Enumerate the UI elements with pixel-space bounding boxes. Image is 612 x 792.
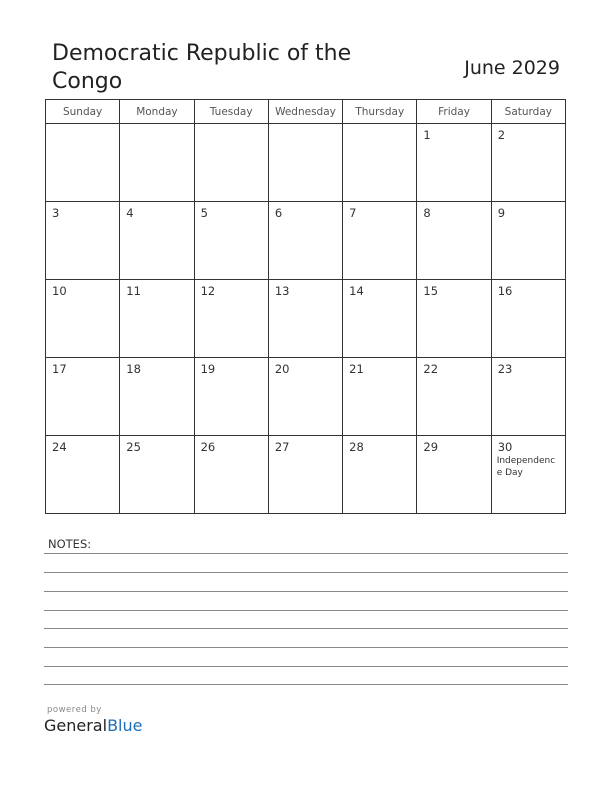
day-number: 1: [423, 128, 431, 142]
notes-line: [44, 610, 568, 611]
day-number: 30: [497, 440, 513, 454]
calendar-week-row: [46, 280, 566, 358]
day-number: 17: [52, 362, 67, 376]
day-number: 11: [126, 284, 141, 298]
day-number: 3: [52, 206, 60, 220]
day-number: 6: [274, 206, 283, 220]
notes-line: [44, 553, 568, 554]
calendar-grid: [45, 99, 566, 514]
calendar-week-row: [46, 436, 566, 514]
powered-by-text: powered by: [47, 705, 102, 715]
calendar-day-cell: [46, 358, 120, 436]
calendar-day-cell: [194, 358, 268, 436]
calendar-day-cell: [491, 202, 565, 280]
calendar-day-cell: [46, 124, 120, 202]
day-number: 25: [126, 440, 141, 454]
weekday-monday: Monday: [120, 100, 194, 124]
day-number: 22: [423, 362, 439, 376]
day-number: 18: [126, 362, 141, 376]
calendar-day-cell: [491, 436, 565, 514]
notes-line: [44, 684, 568, 685]
calendar-body: [46, 124, 566, 514]
notes-line: [44, 572, 568, 573]
brand-general-text: General: [44, 716, 108, 735]
calendar-day-cell: [343, 202, 417, 280]
day-number: 29: [423, 440, 439, 454]
calendar-day-cell: [417, 202, 491, 280]
day-number: [195, 124, 268, 128]
day-number: 21: [349, 362, 364, 376]
calendar-day-cell: [268, 124, 342, 202]
day-number: 15: [423, 284, 439, 298]
day-number: 8: [423, 206, 431, 220]
day-number: 23: [497, 362, 513, 376]
day-number: [269, 124, 342, 128]
calendar-title: Democratic Republic of the Congo: [52, 41, 352, 94]
day-number: 28: [349, 440, 364, 454]
calendar-day-cell: [417, 358, 491, 436]
notes-label: NOTES:: [48, 537, 92, 551]
calendar-day-cell: [120, 202, 194, 280]
day-number: 5: [200, 206, 208, 220]
calendar-month: June 2029: [464, 57, 560, 79]
calendar-day-cell: [194, 280, 268, 358]
calendar-day-cell: [417, 436, 491, 514]
notes-line: [44, 666, 568, 667]
calendar-day-cell: [417, 280, 491, 358]
calendar-week-row: [46, 202, 566, 280]
calendar-day-cell: [120, 280, 194, 358]
brand-blue-text: Blue: [107, 716, 143, 735]
calendar-day-cell: [268, 280, 342, 358]
calendar-day-cell: [46, 202, 120, 280]
notes-line: [44, 628, 568, 629]
weekday-header-row: [46, 100, 566, 124]
notes-line: [44, 647, 568, 648]
calendar-day-cell: [491, 358, 565, 436]
day-number: 24: [52, 440, 67, 454]
calendar-week-row: [46, 358, 566, 436]
calendar-day-cell: [343, 280, 417, 358]
calendar-day-cell: [268, 358, 342, 436]
weekday-tuesday: Tuesday: [194, 100, 268, 124]
calendar-day-cell: [120, 436, 194, 514]
day-number: 4: [126, 206, 134, 220]
day-number: 14: [349, 284, 364, 298]
weekday-wednesday: Wednesday: [268, 100, 342, 124]
calendar-day-cell: [120, 358, 194, 436]
day-number: [343, 124, 416, 128]
day-number: 7: [349, 206, 357, 220]
calendar-day-cell: [194, 124, 268, 202]
calendar-day-cell: [120, 124, 194, 202]
day-number: 16: [497, 284, 513, 298]
calendar-day-cell: [343, 124, 417, 202]
day-number: 19: [200, 362, 216, 376]
generalblue-logo: [44, 716, 142, 736]
day-number: 10: [52, 284, 67, 298]
calendar-day-cell: [194, 202, 268, 280]
calendar-day-cell: [491, 124, 565, 202]
day-number: [120, 124, 193, 128]
day-number: [46, 124, 119, 128]
notes-line: [44, 591, 568, 592]
calendar-day-cell: [491, 280, 565, 358]
holiday-label: Independence Day: [496, 456, 556, 478]
calendar-week-row: [46, 124, 566, 202]
day-number: 27: [274, 440, 290, 454]
day-number: 2: [497, 128, 506, 142]
day-number: 20: [274, 362, 290, 376]
day-number: 13: [274, 284, 290, 298]
day-number: 12: [200, 284, 216, 298]
day-number: 26: [200, 440, 216, 454]
calendar-day-cell: [46, 280, 120, 358]
calendar-day-cell: [194, 436, 268, 514]
weekday-friday: Friday: [417, 100, 491, 124]
calendar-day-cell: [46, 436, 120, 514]
calendar-day-cell: [343, 436, 417, 514]
weekday-thursday: Thursday: [343, 100, 417, 124]
calendar-day-cell: [268, 202, 342, 280]
calendar-day-cell: [343, 358, 417, 436]
weekday-sunday: Sunday: [46, 100, 120, 124]
calendar-day-cell: [417, 124, 491, 202]
calendar-day-cell: [268, 436, 342, 514]
weekday-saturday: Saturday: [491, 100, 565, 124]
day-number: 9: [497, 206, 506, 220]
